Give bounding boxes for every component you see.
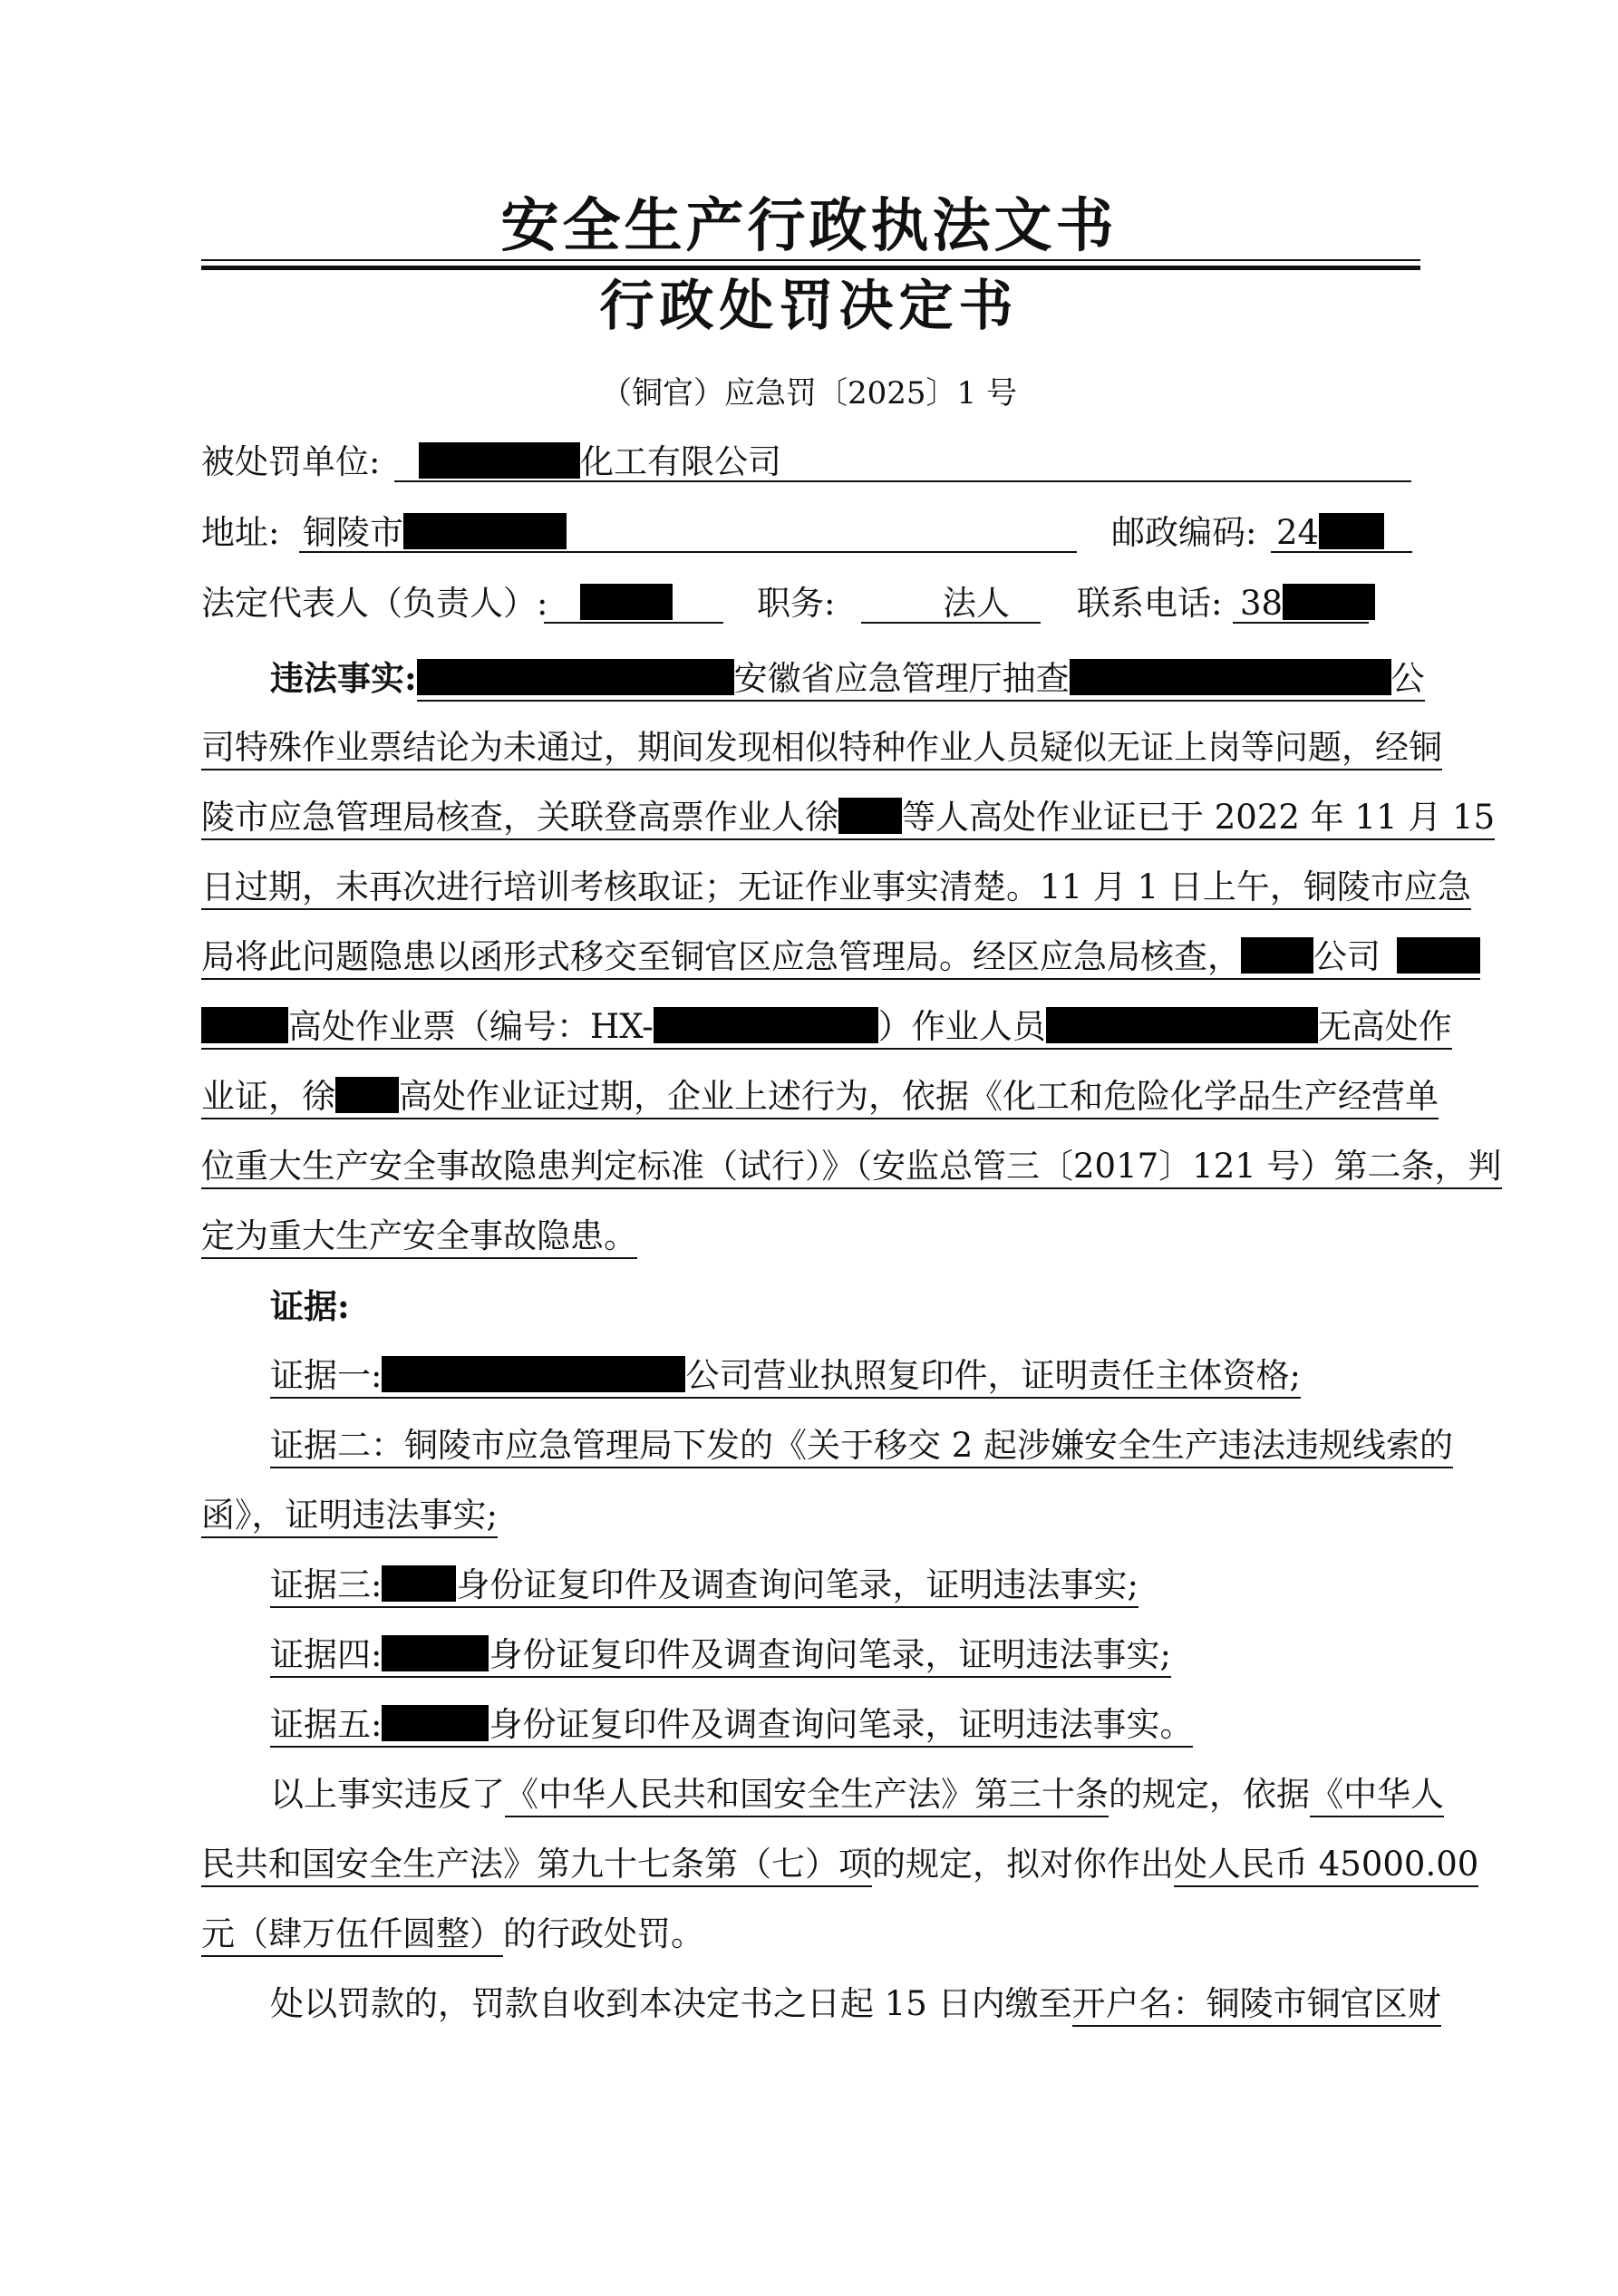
facts-text: 业证，徐 — [201, 1077, 335, 1116]
address-value: 铜陵市 — [303, 513, 403, 552]
decision-line-1 — [270, 1773, 1444, 1816]
position-row — [757, 582, 835, 625]
decision-line-2 — [201, 1843, 1478, 1886]
facts-text: ）作业人员 — [877, 1007, 1046, 1046]
unit-label: 被处罚单位: — [201, 442, 381, 481]
address-value-row — [303, 511, 567, 555]
position-value-row — [943, 582, 1010, 625]
postcode-label: 邮政编码: — [1111, 513, 1257, 552]
basis-law: 《中华人 — [1310, 1775, 1444, 1817]
evidence-text: 证据四: — [270, 1635, 383, 1674]
document-title: 行政处罚决定书 — [599, 275, 1019, 338]
evidence-3 — [270, 1564, 1138, 1607]
redaction-block — [419, 442, 580, 479]
evidence-text: 证据一: — [270, 1356, 383, 1395]
facts-text: 高处作业票（编号：HX- — [288, 1007, 654, 1046]
decision-line-3 — [201, 1913, 704, 1956]
redaction-block — [382, 1705, 489, 1741]
evidence-2 — [270, 1424, 1453, 1468]
redaction-block — [403, 513, 567, 549]
facts-text: 公 — [1390, 659, 1425, 698]
redaction-block — [838, 798, 902, 834]
facts-text: 安徽省应急管理厅抽查 — [733, 659, 1070, 698]
redaction-block — [1070, 659, 1391, 695]
phone-value-row — [1240, 582, 1375, 625]
facts-text: 司特殊作业票结论为未通过，期间发现相似特种作业人员疑似无证上岗等问题，经铜 — [201, 728, 1442, 770]
decision-text: 处以罚款的，罚款自收到本决定书之日起 15 日内缴至 — [270, 1984, 1072, 2023]
position-value: 法人 — [943, 584, 1010, 623]
decision-text: 的规定，拟对你作出 — [872, 1845, 1174, 1884]
evidence-text: 函》，证明违法事实; — [201, 1496, 498, 1538]
facts-text: 日过期，未再次进行培训考核取证；无证作业事实清楚。11 月 1 日上午，铜陵市应急 — [201, 867, 1471, 910]
document-number: （铜官）应急罚〔2025〕1 号 — [601, 375, 1017, 412]
postcode-value: 24 — [1276, 513, 1320, 552]
facts-line-2 — [201, 726, 1442, 770]
evidence-text: 身份证复印件及调查询问笔录，证明违法事实; — [489, 1635, 1171, 1674]
facts-line-1 — [270, 656, 1425, 701]
evidence-4 — [270, 1633, 1171, 1677]
phone-row — [1077, 582, 1222, 625]
postcode-value-row — [1276, 511, 1384, 555]
redaction-block — [417, 659, 734, 695]
title-rule-thin — [201, 259, 1420, 261]
redaction-block — [1046, 1007, 1318, 1043]
phone-value: 38 — [1240, 584, 1284, 623]
legal-rep-value-row — [580, 582, 673, 625]
postcode-row — [1111, 511, 1256, 555]
evidence-text: 公司营业执照复印件，证明责任主体资格; — [685, 1356, 1301, 1395]
facts-label: 违法事实: — [270, 658, 417, 698]
legal-rep-row — [201, 582, 547, 625]
legal-rep-label: 法定代表人（负责人）: — [201, 584, 548, 623]
facts-text: 局将此问题隐患以函形式移交至铜官区应急管理局。经区应急局核查， — [201, 937, 1241, 976]
decision-line-4 — [270, 1982, 1441, 2026]
facts-line-5 — [201, 935, 1480, 979]
fine-amount-words: 元（肆万伍仟圆整） — [201, 1914, 503, 1957]
evidence-2-cont — [201, 1494, 498, 1537]
evidence-text: 证据三: — [270, 1565, 383, 1604]
evidence-1 — [270, 1354, 1301, 1398]
unit-row — [201, 441, 380, 484]
facts-line-7 — [201, 1075, 1439, 1119]
evidence-heading — [270, 1284, 350, 1329]
facts-line-3 — [201, 796, 1495, 839]
redaction-block — [580, 584, 673, 620]
facts-line-4 — [201, 866, 1471, 909]
facts-text: 位重大生产安全事故隐患判定标准（试行）》（安监总管三〔2017〕121 号）第二条，判 — [201, 1147, 1502, 1189]
redaction-block — [382, 1565, 456, 1602]
address-row — [201, 511, 279, 555]
decision-text: 的行政处罚。 — [503, 1914, 704, 1953]
facts-text: 陵市应急管理局核查，关联登高票作业人徐 — [201, 798, 838, 837]
evidence-5 — [270, 1703, 1193, 1747]
redaction-block — [654, 1007, 878, 1043]
evidence-text: 证据二：铜陵市应急管理局下发的《关于移交 2 起涉嫌安全生产违法违规线索的 — [270, 1426, 1453, 1468]
redaction-block — [1319, 513, 1384, 549]
facts-text: 无高处作 — [1317, 1007, 1452, 1046]
evidence-text: 证据五: — [270, 1705, 383, 1744]
account-name: 开户名：铜陵市铜官区财 — [1072, 1984, 1441, 2027]
address-label: 地址: — [201, 513, 280, 552]
decision-text: 的规定，依据 — [1109, 1775, 1310, 1814]
redaction-block — [335, 1077, 399, 1113]
phone-label: 联系电话: — [1077, 584, 1223, 623]
redaction-block — [1241, 937, 1313, 974]
facts-text: 等人高处作业证已于 2022 年 11 月 15 — [902, 798, 1496, 837]
unit-value: 化工有限公司 — [580, 442, 781, 481]
redaction-block — [382, 1356, 685, 1392]
position-label: 职务: — [757, 584, 836, 623]
facts-line-6 — [201, 1005, 1452, 1049]
redaction-block — [201, 1007, 288, 1043]
violated-law: 《中华人民共和国安全生产法》第三十条 — [505, 1775, 1109, 1817]
evidence-text: 身份证复印件及调查询问笔录，证明违法事实; — [456, 1565, 1138, 1604]
facts-text: 定为重大生产安全事故隐患。 — [201, 1216, 637, 1259]
evidence-label: 证据: — [270, 1286, 350, 1326]
unit-value-row — [419, 441, 781, 484]
redaction-block — [1397, 937, 1480, 974]
basis-law: 民共和国安全生产法》第九十七条第（七）项 — [201, 1845, 872, 1887]
facts-line-8 — [201, 1145, 1502, 1188]
fine-amount: 处人民币 45000.00 — [1174, 1845, 1478, 1887]
redaction-block — [1283, 584, 1375, 620]
facts-text: 公司 — [1313, 937, 1381, 976]
redaction-block — [382, 1635, 489, 1671]
document-category-title: 安全生产行政执法文书 — [500, 192, 1118, 260]
decision-text: 以上事实违反了 — [270, 1775, 505, 1814]
facts-text: 高处作业证过期，企业上述行为，依据《化工和危险化学品生产经营单 — [399, 1077, 1439, 1116]
facts-line-9 — [201, 1215, 637, 1258]
evidence-text: 身份证复印件及调查询问笔录，证明违法事实。 — [489, 1705, 1194, 1744]
